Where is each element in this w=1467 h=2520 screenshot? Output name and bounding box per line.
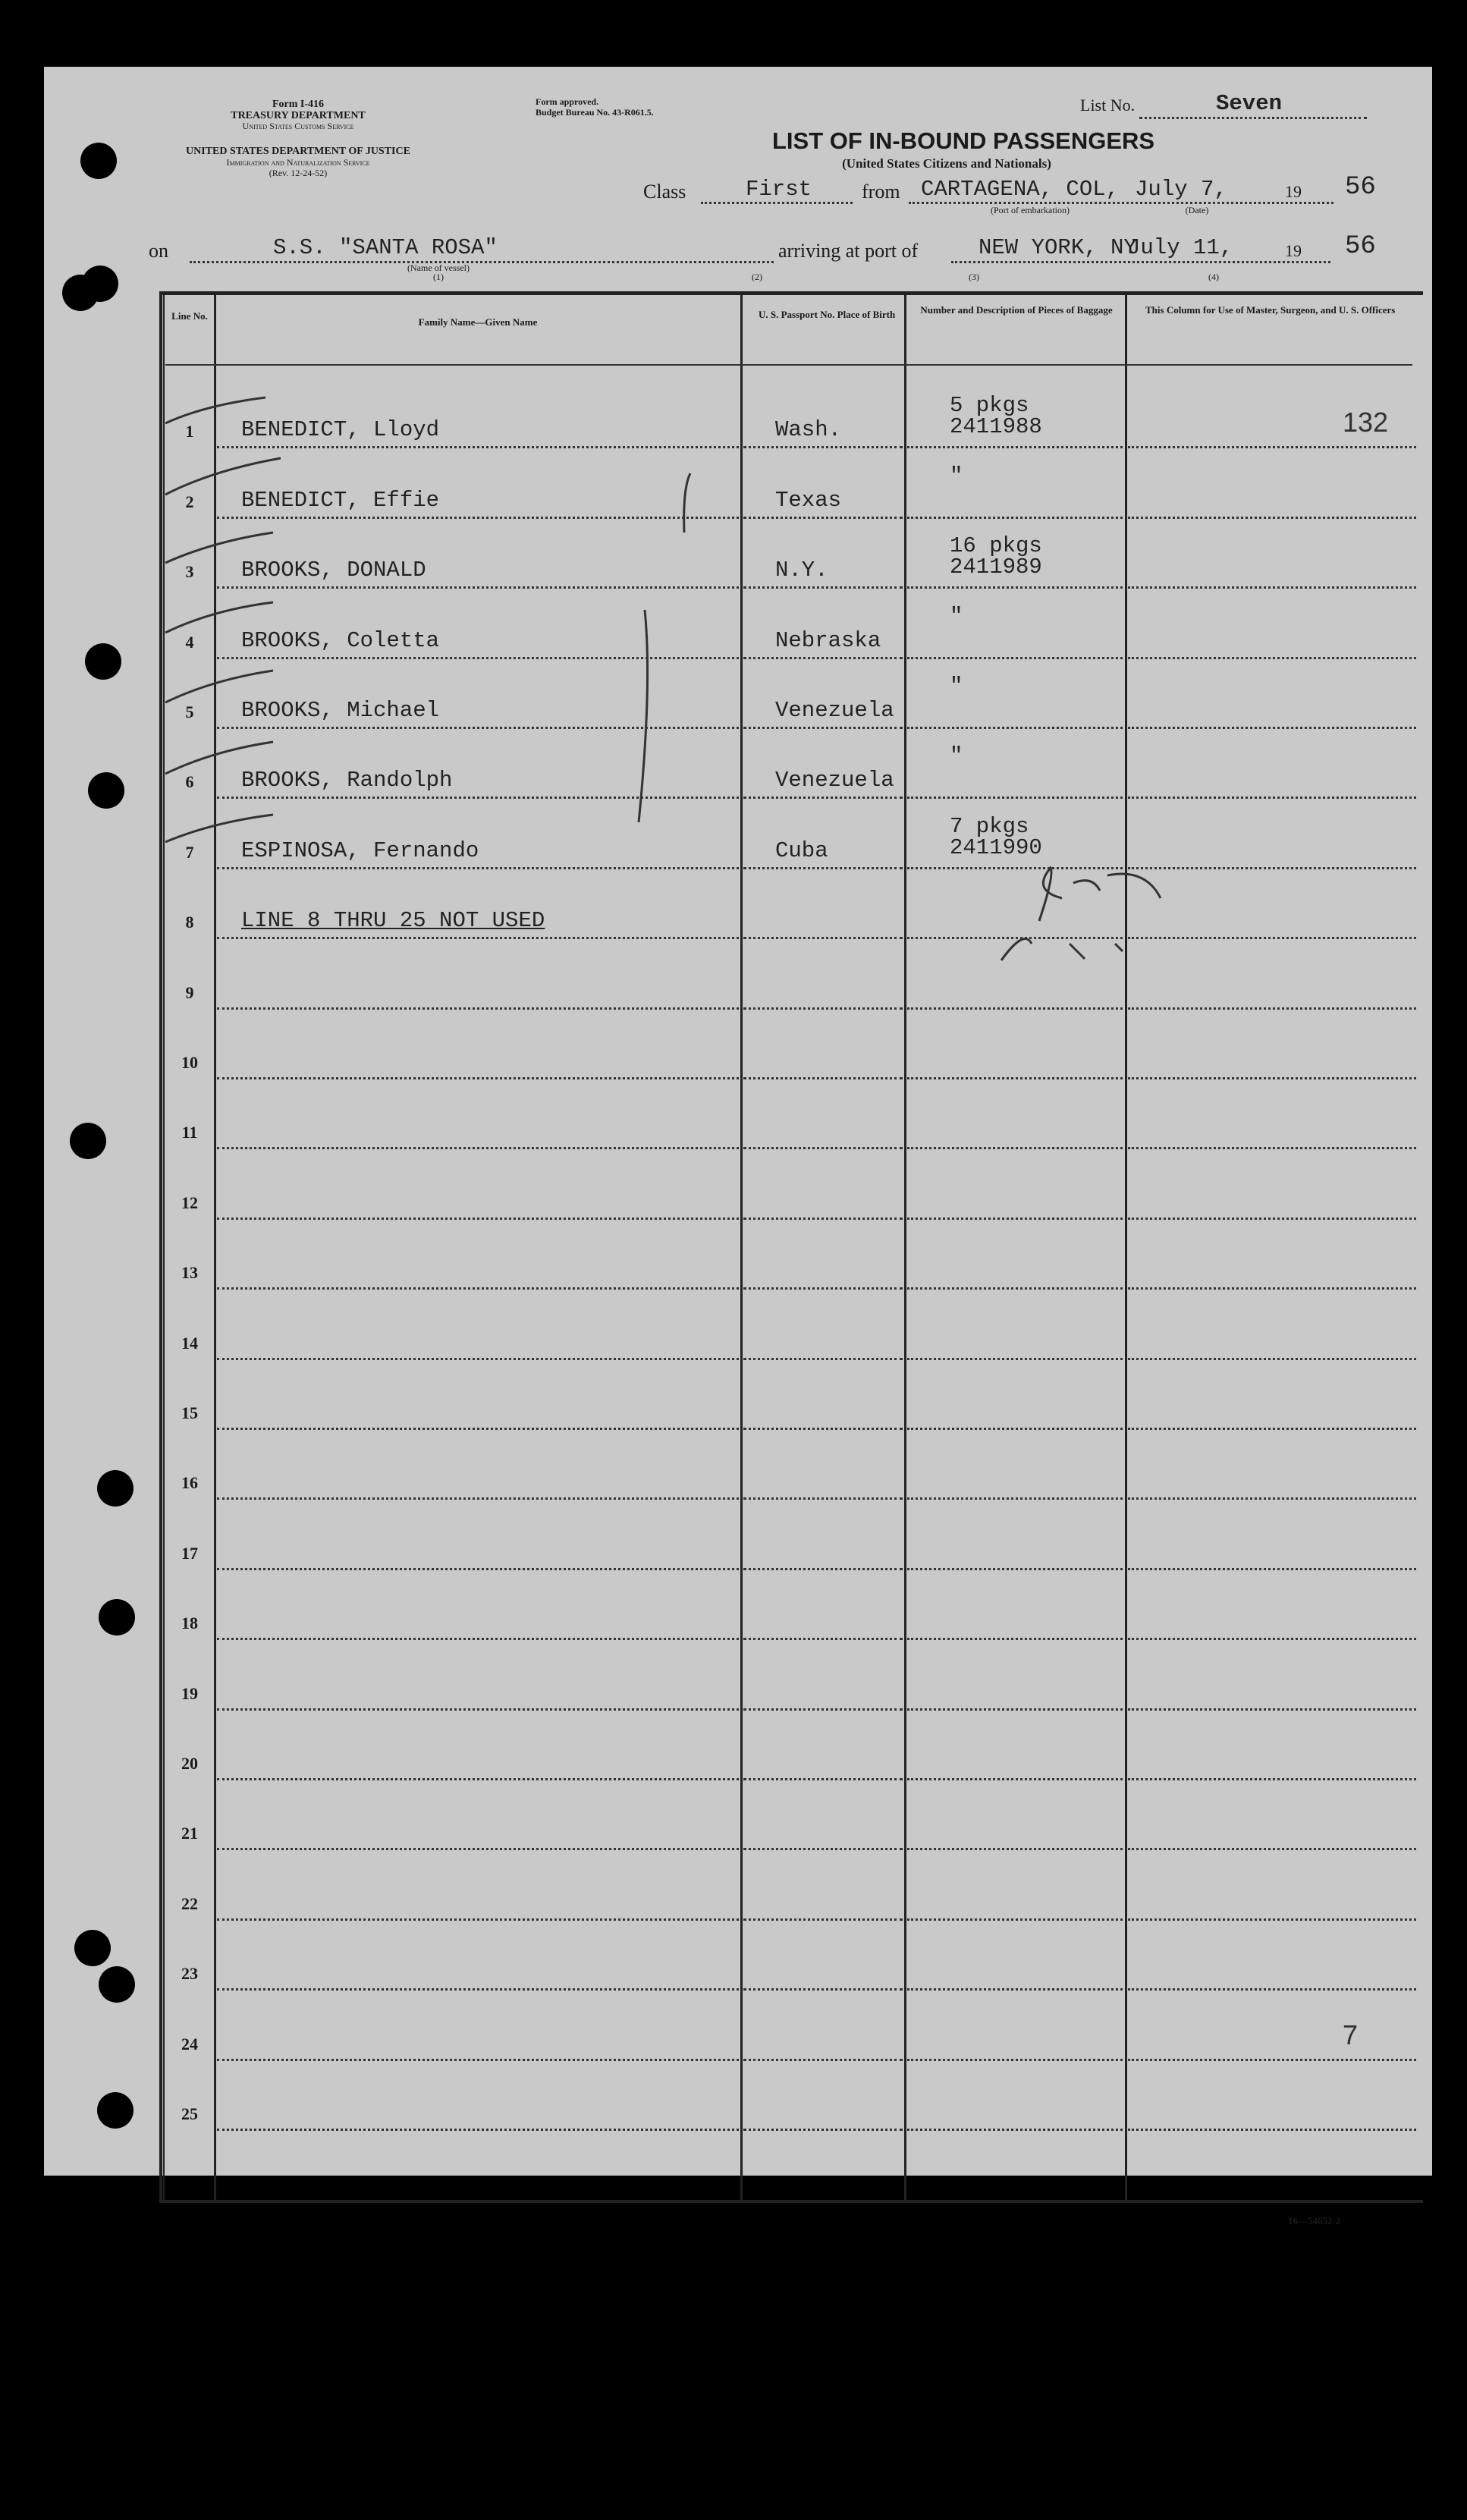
from-date: July 7,	[1135, 177, 1227, 202]
vessel-caption: (Name of vessel)	[407, 262, 470, 273]
place-of-birth: Venezuela	[775, 697, 894, 723]
table-row	[159, 1784, 1418, 1854]
table-row	[159, 1434, 1418, 1504]
port-embark-caption: (Port of embarkation)	[991, 205, 1070, 215]
table-row	[159, 1364, 1418, 1434]
baggage-number: 2411989	[950, 555, 1042, 580]
baggage-count: "	[950, 603, 963, 629]
passenger-name: BROOKS, DONALD	[241, 558, 426, 583]
punch-hole	[99, 1599, 135, 1635]
passenger-name: BROOKS, Michael	[241, 697, 440, 723]
vessel-name: S.S. "SANTA ROSA"	[273, 235, 498, 260]
line-number: 19	[181, 1683, 198, 1703]
line-number: 15	[181, 1403, 198, 1422]
arriving-label: arriving at port of	[778, 240, 919, 262]
line-number: 22	[181, 1893, 198, 1913]
line-number: 1	[185, 422, 194, 441]
place-of-birth: Cuba	[775, 837, 828, 863]
table-row	[159, 1013, 1418, 1083]
line-number: 25	[181, 2104, 198, 2123]
line-number: 10	[181, 1052, 198, 1072]
table-row	[159, 1854, 1418, 1924]
form-subtitle: (United States Citizens and Nationals)	[842, 156, 1051, 171]
passenger-table	[159, 291, 1425, 2203]
line-number: 5	[185, 702, 194, 721]
col-header-baggage: Number and Description of Pieces of Baggage	[920, 304, 1113, 316]
passenger-name: BROOKS, Randolph	[241, 768, 453, 793]
baggage-number: 2411990	[950, 834, 1042, 860]
officer-note: 132	[1343, 407, 1389, 438]
line-number: 9	[185, 982, 194, 1002]
line-number: 23	[181, 1964, 198, 1984]
baggage-number: 2411988	[950, 414, 1042, 440]
table-row	[159, 1083, 1418, 1153]
line-number: 2	[185, 492, 194, 511]
table-row	[159, 1925, 1418, 1994]
class-label: Class	[643, 181, 686, 203]
place-of-birth: N.Y.	[775, 558, 828, 583]
col-header-officers: This Column for Use of Master, Surgeon, and U. S. Officers	[1145, 304, 1396, 316]
table-row	[159, 1714, 1418, 1784]
baggage-count: "	[950, 463, 963, 489]
punch-hole	[97, 1470, 134, 1507]
table-row	[159, 1644, 1418, 1714]
line-number: 16	[181, 1473, 198, 1493]
customs-service: United States Customs Service	[242, 121, 354, 131]
col-header-line: Line No.	[171, 310, 208, 322]
place-of-birth: Texas	[775, 487, 842, 513]
punch-hole	[88, 772, 124, 809]
line-number: 11	[181, 1123, 198, 1142]
punch-hole	[99, 1966, 135, 2003]
year-prefix: 19	[1285, 182, 1302, 201]
year-value: 56	[1345, 173, 1376, 202]
table-row	[159, 2065, 1418, 2135]
class-value: First	[746, 177, 812, 202]
caption-2: (2)	[752, 272, 762, 282]
from-port: CARTAGENA, COL,	[921, 177, 1120, 202]
passenger-name: ESPINOSA, Fernando	[241, 837, 479, 863]
table-row	[159, 1574, 1418, 1644]
date-caption: (Date)	[1185, 205, 1209, 215]
passenger-name: BENEDICT, Lloyd	[241, 417, 440, 443]
place-of-birth: Nebraska	[775, 627, 881, 653]
passenger-name: LINE 8 THRU 25 NOT USED	[241, 908, 545, 934]
justice-dept: UNITED STATES DEPARTMENT OF JUSTICE	[186, 146, 410, 157]
col-header-passport: U. S. Passport No. Place of Birth	[759, 309, 896, 320]
list-no-value: Seven	[1216, 91, 1283, 116]
col-header-name: Family Name—Given Name	[418, 316, 538, 328]
place-of-birth: Venezuela	[775, 768, 894, 793]
place-of-birth: Wash.	[775, 417, 842, 443]
baggage-count: "	[950, 673, 963, 699]
table-row	[159, 1504, 1418, 1573]
treasury-dept: TREASURY DEPARTMENT	[231, 110, 366, 121]
arrival-year-prefix: 19	[1285, 241, 1302, 260]
revision: (Rev. 12-24-52)	[269, 168, 328, 178]
line-number: 13	[181, 1263, 198, 1283]
baggage-count: 5 pkgs	[950, 393, 1029, 419]
line-number: 24	[181, 2034, 198, 2053]
passenger-name: BENEDICT, Effie	[241, 487, 440, 513]
punch-hole	[85, 643, 121, 680]
budget-bureau: Budget Bureau No. 43-R061.5.	[536, 107, 654, 118]
line-number: 6	[185, 772, 194, 792]
punch-hole	[97, 2092, 134, 2129]
caption-3: (3)	[969, 272, 979, 282]
ins-service: Immigration and Naturalization Service	[226, 157, 370, 168]
footer-code: 16—54652-2	[1288, 2215, 1341, 2226]
line-number: 3	[185, 562, 194, 582]
punch-hole	[74, 1930, 111, 1966]
officer-note: 7	[1343, 2019, 1359, 2050]
handwritten-marks	[159, 291, 1418, 974]
line-number: 12	[181, 1192, 198, 1212]
passenger-name: BROOKS, Coletta	[241, 627, 440, 653]
caption-1: (1)	[433, 272, 444, 282]
line-number: 18	[181, 1613, 198, 1633]
line-number: 20	[181, 1753, 198, 1773]
line-number: 7	[185, 842, 194, 862]
table-row	[159, 1994, 1418, 2064]
table-row	[159, 1224, 1418, 1293]
table-row	[159, 1293, 1418, 1363]
form-page	[44, 67, 1432, 2226]
arrival-port: NEW YORK, NY	[979, 235, 1137, 260]
arrival-date: July 11,	[1127, 235, 1233, 260]
baggage-count: 7 pkgs	[950, 813, 1029, 839]
arrival-year: 56	[1345, 232, 1376, 261]
from-label: from	[862, 181, 900, 203]
on-label: on	[149, 240, 168, 262]
baggage-count: "	[950, 743, 963, 769]
punch-hole	[82, 266, 118, 302]
caption-4: (4)	[1208, 272, 1219, 282]
form-title: LIST OF IN-BOUND PASSENGERS	[772, 127, 1155, 154]
punch-hole	[70, 1123, 106, 1159]
baggage-count: 16 pkgs	[950, 533, 1042, 559]
form-number: Form I-416	[272, 99, 325, 110]
list-no-label: List No.	[1080, 96, 1136, 115]
line-number: 17	[181, 1543, 198, 1563]
table-row	[159, 1153, 1418, 1223]
line-number: 8	[185, 913, 194, 932]
form-approved: Form approved.	[536, 96, 599, 107]
line-number: 4	[185, 632, 194, 652]
punch-hole	[80, 143, 117, 179]
line-number: 21	[181, 1824, 198, 1843]
line-number: 14	[181, 1333, 198, 1353]
